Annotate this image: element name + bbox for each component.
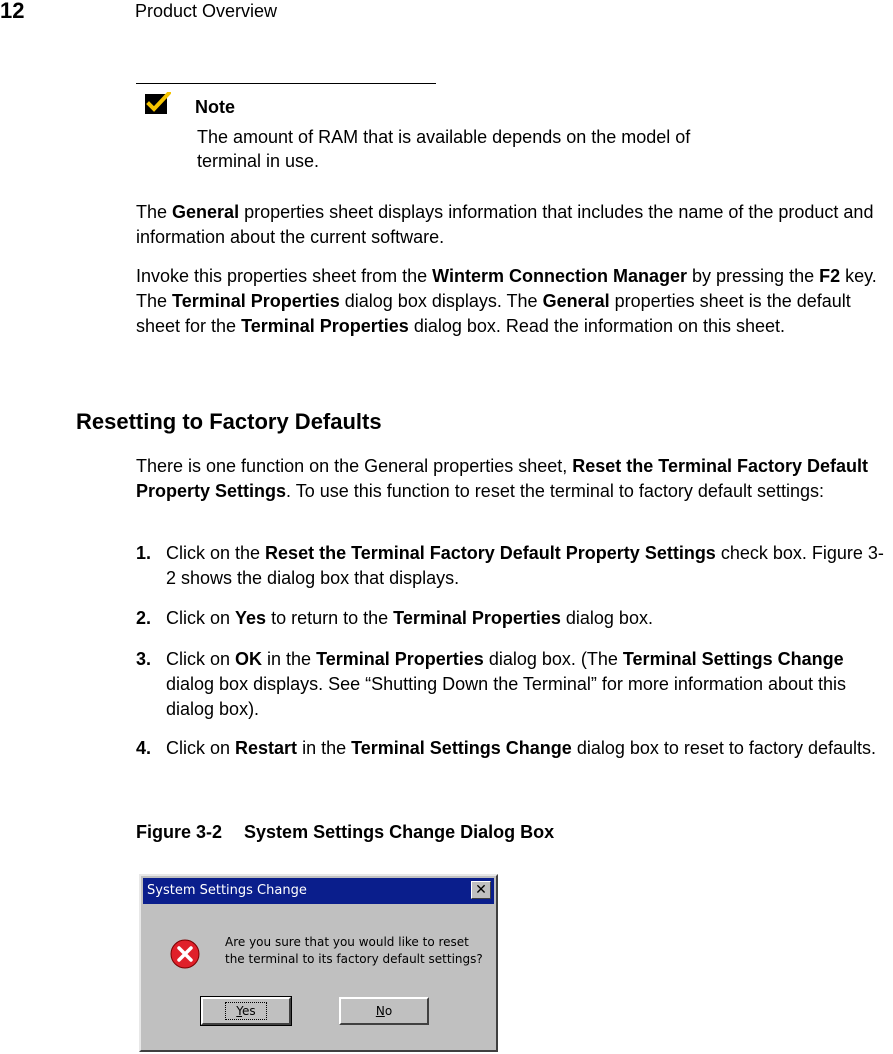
dialog-title: System Settings Change xyxy=(147,883,307,898)
dialog-titlebar xyxy=(143,878,494,904)
note-rule xyxy=(136,83,436,84)
running-title: Product Overview xyxy=(135,1,278,21)
figure-title: System Settings Change Dialog Box xyxy=(244,822,555,842)
general-sheet-paragraph: The General properties sheet displays information that includes the name of the product and information about the current software. xyxy=(136,202,874,247)
figure-number: Figure 3-2 xyxy=(136,822,223,842)
no-button[interactable]: No xyxy=(339,997,429,1025)
section-intro-paragraph: There is one function on the General properties sheet, Reset the Terminal Factory Default Property Settings. To use this function to reset the terminal to factory default settings: xyxy=(136,456,869,501)
step-2: 2. Click on Yes to return to the Terminal Properties dialog box. xyxy=(136,608,653,628)
step-4: 4. Click on Restart in the Terminal Settings Change dialog box to reset to factory defaults. xyxy=(136,738,876,758)
error-icon xyxy=(169,938,201,970)
dialog-close-button[interactable] xyxy=(471,881,491,899)
system-settings-change-dialog xyxy=(139,874,498,1052)
invoke-sheet-paragraph: Invoke this properties sheet from the Winterm Connection Manager by pressing the F2 key. The Terminal Properties dialog box displays. The General properties sheet is the default sheet for the Terminal Properties dialog box. Read the information on this sheet. xyxy=(136,266,877,336)
dialog-message: Are you sure that you would like to reset the terminal to its factory default settings? xyxy=(225,935,483,966)
note-text: The amount of RAM that is available depends on the model of terminal in use. xyxy=(197,127,691,171)
close-icon: ✕ xyxy=(475,882,487,898)
page-number: 12 xyxy=(0,0,25,23)
step-1: 1. Click on the Reset the Terminal Factory Default Property Settings check box. Figure 3-2 shows the dialog box that displays. xyxy=(136,543,884,588)
yes-button[interactable]: Yes xyxy=(201,997,291,1025)
note-label: Note xyxy=(195,97,235,117)
step-3: 3. Click on OK in the Terminal Properties dialog box. (The Terminal Settings Change dialog box displays. See “Shutting Down the Terminal” for more information about this dialog box). xyxy=(136,649,847,719)
figure-caption xyxy=(136,822,554,843)
note-check-icon xyxy=(145,92,171,116)
section-heading: Resetting to Factory Defaults xyxy=(76,409,382,434)
